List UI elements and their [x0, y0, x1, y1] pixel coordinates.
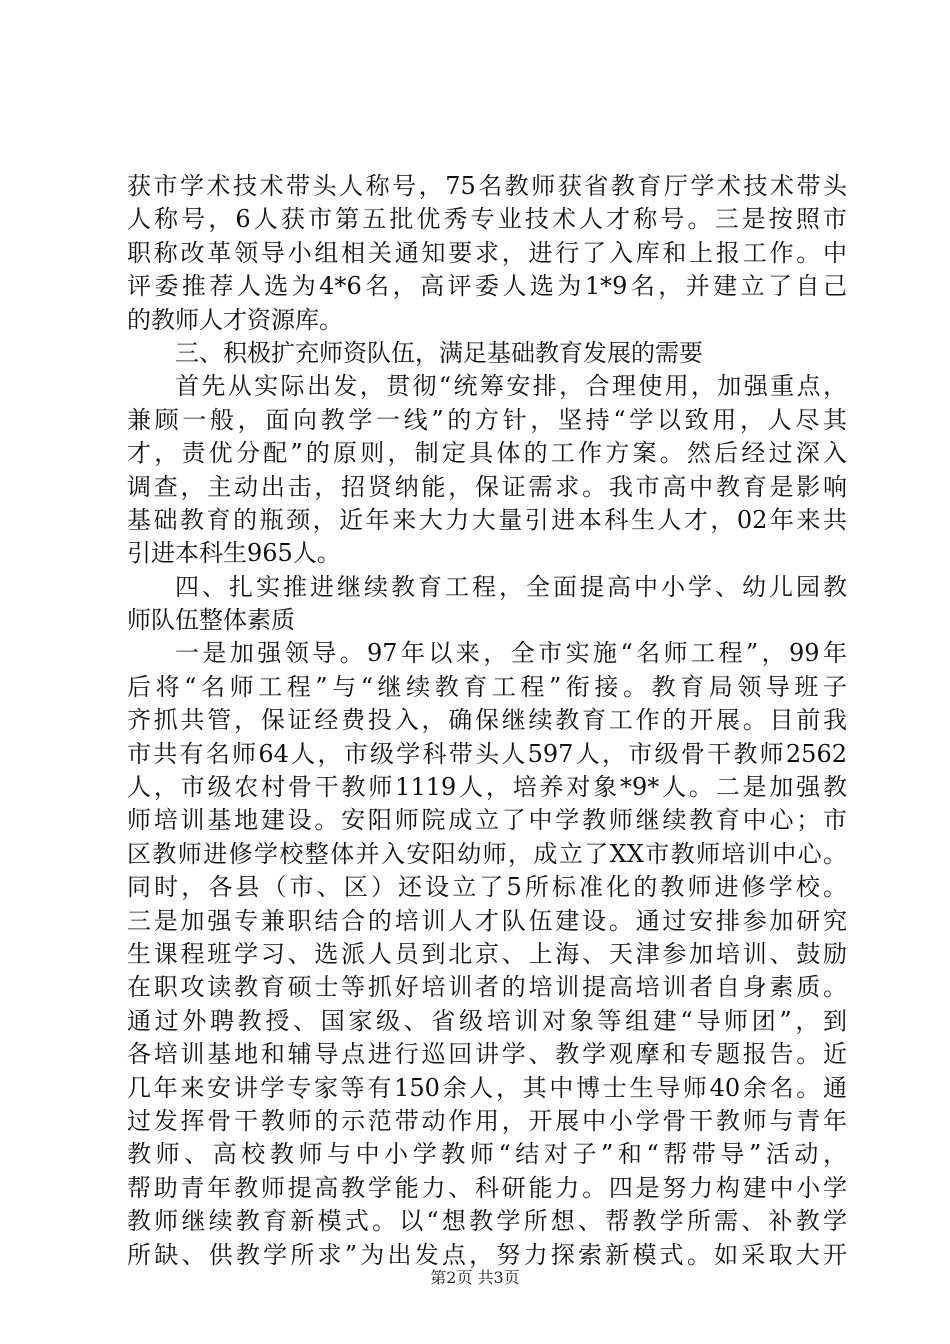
text-line: 人，市级农村骨干教师1119人，培养对象*9*人。二是加强教	[127, 773, 847, 802]
text-line: 生课程班学习、选派人员到北京、上海、天津参加培训、鼓励	[127, 939, 847, 968]
text-line: 三、积极扩充师资队伍，满足基础教育发展的需要	[175, 338, 703, 367]
text-line: 的教师人才资源库。	[127, 305, 343, 334]
text-line: 职称改革领导小组相关通知要求，进行了入库和上报工作。中	[127, 238, 847, 267]
text-line: 兼顾一般，面向教学一线”的方针，坚持“学以致用，人尽其	[127, 405, 847, 434]
text-line: 后将“名师工程”与“继续教育工程”衔接。教育局领导班子	[127, 672, 847, 701]
text-line: 人称号，6人获市第五批优秀专业技术人才称号。三是按照市	[127, 205, 847, 234]
text-line: 各培训基地和辅导点进行巡回讲学、教学观摩和专题报告。近	[127, 1040, 847, 1069]
text-line: 四、扎实推进继续教育工程，全面提高中小学、幼儿园教	[175, 572, 847, 601]
text-line: 引进本科生965人。	[127, 539, 341, 568]
text-line: 教师继续教育新模式。以“想教学所想、帮教学所需、补教学	[127, 1207, 847, 1236]
text-line: 通过外聘教授、国家级、省级培训对象等组建“导师团”，到	[127, 1006, 847, 1035]
text-line: 所缺、供教学所求”为出发点，努力探索新模式。如采取大开	[127, 1240, 847, 1269]
text-line: 帮助青年教师提高教学能力、科研能力。四是努力构建中小学	[127, 1173, 847, 1202]
text-line: 教师、高校教师与中小学教师“结对子”和“帮带导”活动，	[127, 1140, 847, 1169]
text-line: 区教师进修学校整体并入安阳幼师，成立了XX市教师培训中心。	[127, 839, 847, 868]
text-line: 在职攻读教育硕士等抓好培训者的培训提高培训者自身素质。	[127, 973, 847, 1002]
text-line: 过发挥骨干教师的示范带动作用，开展中小学骨干教师与青年	[127, 1106, 847, 1135]
text-line: 师队伍整体素质	[127, 606, 295, 635]
document-body	[127, 170, 847, 1272]
text-line: 师培训基地建设。安阳师院成立了中学教师继续教育中心；市	[127, 806, 847, 835]
text-line: 齐抓共管，保证经费投入，确保继续教育工作的开展。目前我	[127, 706, 847, 735]
text-line: 获市学术技术带头人称号，75名教师获省教育厅学术技术带头	[127, 172, 847, 200]
text-line: 调查，主动出击，招贤纳能，保证需求。我市高中教育是影响	[127, 472, 847, 501]
text-line: 首先从实际出发，贯彻“统筹安排，合理使用，加强重点，	[175, 372, 847, 401]
page-footer: 第2页 共3页	[430, 1268, 520, 1287]
text-line: 才，责优分配”的原则，制定具体的工作方案。然后经过深入	[127, 439, 847, 468]
text-line: 评委推荐人选为4*6名，高评委人选为1*9名，并建立了自己	[127, 272, 847, 301]
text-line: 基础教育的瓶颈，近年来大力大量引进本科生人才，02年来共	[127, 505, 847, 534]
text-line: 几年来安讲学专家等有150余人，其中博士生导师40余名。通	[127, 1073, 847, 1102]
text-line: 一是加强领导。97年以来，全市实施“名师工程”，99年	[175, 639, 847, 668]
text-line: 三是加强专兼职结合的培训人才队伍建设。通过安排参加研究	[127, 906, 847, 935]
text-line: 同时，各县（市、区）还设立了5所标准化的教师进修学校。	[127, 873, 847, 902]
text-line: 市共有名师64人，市级学科带头人597人，市级骨干教师2562	[127, 739, 847, 768]
